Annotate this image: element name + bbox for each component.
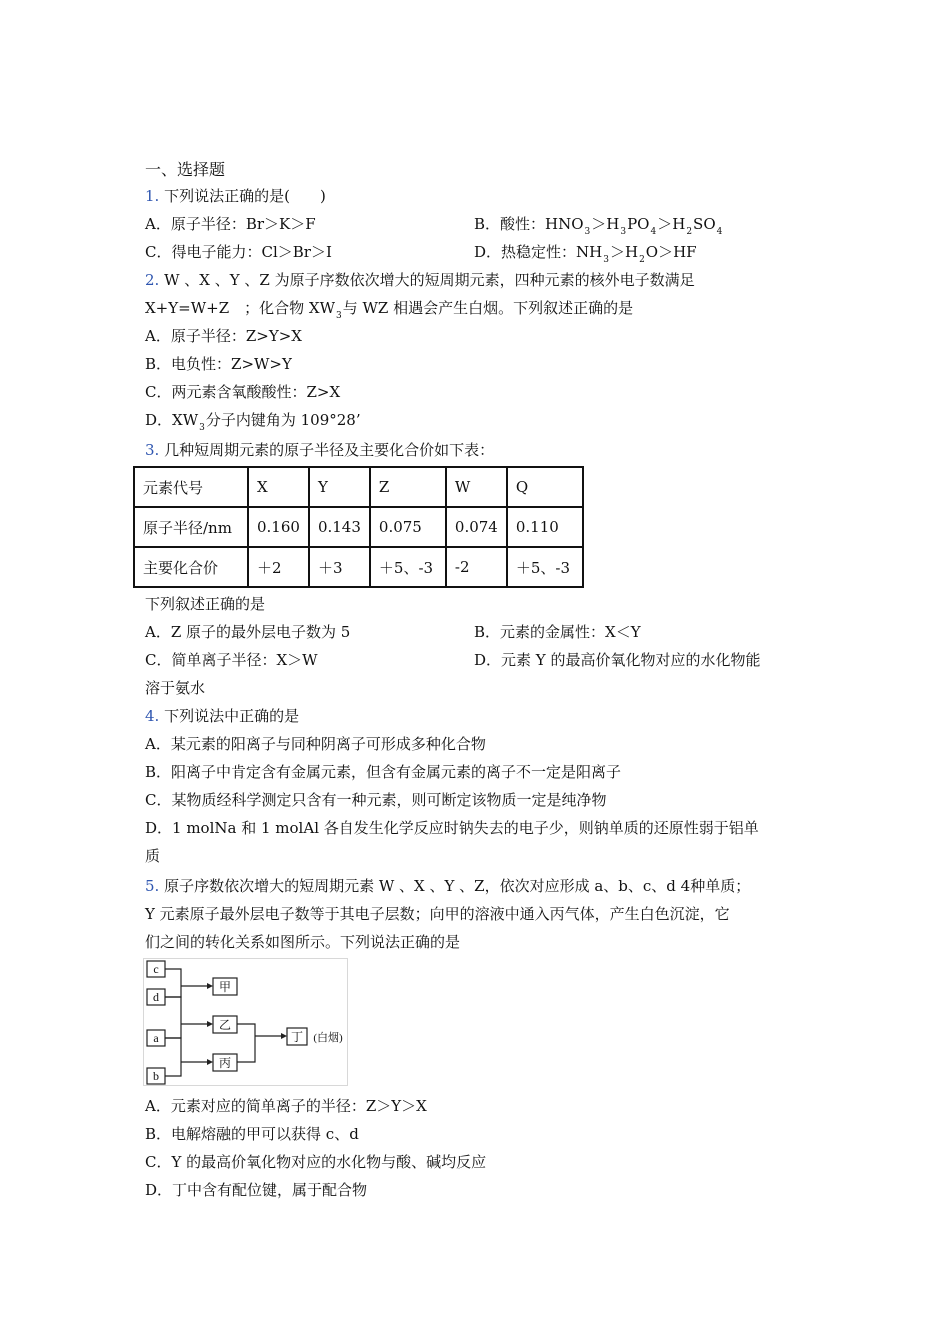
q2-option-b: B．电负性：Z>W>Y [145,355,292,373]
question-number: 1. [145,187,160,205]
table-row: 原子半径/nm 0.160 0.143 0.075 0.074 0.110 [134,507,583,547]
section-title: 一、选择题 [145,160,226,179]
q2-option-a: A．原子半径：Z>Y>X [145,327,302,345]
node-a: a [153,1031,159,1045]
q1-option-c: C．得电子能力：Cl＞Br＞I [145,243,332,261]
question-stem: W 、X 、Y 、Z 为原子序数依次增大的短周期元素，四种元素的核外电子数满足 [164,271,695,289]
table-row: 主要化合价 ＋2 ＋3 ＋5、-3 -2 ＋5、-3 [134,547,583,587]
node-yi: 乙 [218,1018,232,1032]
q5-option-a: A．元素对应的简单离子的半径：Z＞Y＞X [145,1097,427,1115]
q1-option-a: A．原子半径：Br＞K＞F [145,215,316,233]
q3-prompt: 下列叙述正确的是 [145,595,266,613]
question-number: 2. [145,271,160,289]
q5-stem-line-2: Y 元素原子最外层电子数等于其电子层数；向甲的溶液中通入丙气体，产生白色沉淀，它 [145,905,730,923]
conversion-diagram [143,958,348,1086]
q1-option-b: B．酸性：$HNO_3>H_3PO_4>H_2SO_4$ [474,215,723,237]
q2-option-c: C．两元素含氧酸酸性：Z>X [145,383,341,401]
node-bing: 丙 [218,1056,232,1070]
q4-option-b: B．阳离子中肯定含有金属元素，但含有金属元素的离子不一定是阳离子 [145,763,622,781]
question-3 [145,440,494,460]
q3-option-d-continued: 溶于氨水 [145,679,206,697]
q4-option-d-continued: 质 [145,847,161,865]
q4-option-d: D．1 molNa 和 1 molAl 各自发生化学反应时钠失去的电子少，则钠单质的还原性弱于铝单 [145,819,759,837]
question-2 [145,270,695,290]
q3-option-b: B．元素的金属性：X＜Y [474,623,641,641]
question-stem: 下列说法正确的是( ) [164,187,326,205]
question-5 [145,876,750,896]
node-ding: 丁 [290,1030,304,1044]
question-number: 5. [145,877,160,895]
question-stem: 下列说法中正确的是 [164,707,300,725]
question-4 [145,706,299,726]
q3-option-c: C．简单离子半径：X＞W [145,651,318,669]
node-b: b [153,1069,159,1083]
node-c: c [153,962,159,976]
q5-option-c: C．Y 的最高价氧化物对应的水化物与酸、碱均反应 [145,1153,487,1171]
node-d: d [153,990,159,1004]
question-stem: 原子序数依次增大的短周期元素 W 、X 、Y 、Z，依次对应形成 a、b、c、d 4种单质； [164,877,751,895]
q5-option-b: B．电解熔融的甲可以获得 c、d [145,1125,359,1143]
node-jia: 甲 [218,980,232,994]
question-number: 4. [145,707,160,725]
q1-option-d: D．热稳定性：$NH_3>H_2O>HF$ [474,243,697,265]
table-row: 元素代号 X Y Z W Q [134,467,583,507]
q3-option-d: D．元素 Y 的最高价氧化物对应的水化物能 [474,651,761,669]
q2-option-d: D．$XW_3$分子内键角为 109°28’ [145,411,361,433]
q5-option-d: D．丁中含有配位键，属于配合物 [145,1181,368,1199]
q3-option-a: A．Z 原子的最外层电子数为 5 [145,623,351,641]
question-1 [145,186,326,206]
q4-option-a: A．某元素的阳离子与同种阴离子可形成多种化合物 [145,735,486,753]
question-stem: 几种短周期元素的原子半径及主要化合价如下表： [164,441,495,459]
node-ding-note: (白烟) [313,1032,343,1044]
q2-stem-line-2: X+Y=W+Z ；化合物 $XW_3$与 WZ 相遇会产生白烟。下列叙述正确的是 [145,299,634,321]
q5-stem-line-3: 们之间的转化关系如图所示。下列说法正确的是 [145,933,461,951]
q4-option-c: C．某物质经科学测定只含有一种元素，则可断定该物质一定是纯净物 [145,791,607,809]
element-table [133,466,584,588]
question-number: 3. [145,441,160,459]
